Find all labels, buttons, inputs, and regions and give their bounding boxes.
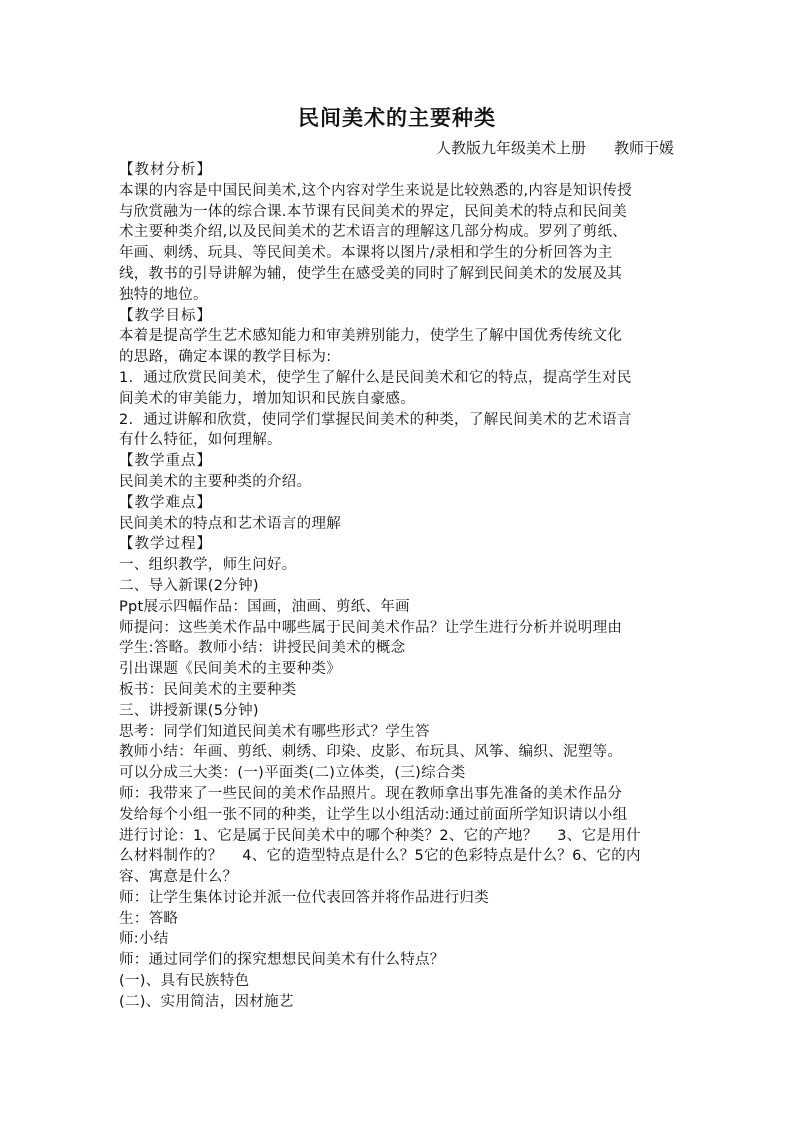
- section-heading: 【教学难点】: [119, 494, 212, 511]
- body-text-line: 发给每个小组一张不同的种类，让学生以小组活动:通过前面所学知识请以小组: [119, 806, 628, 823]
- body-text-line: 有什么特征，如何理解。: [119, 432, 282, 449]
- body-text-line: 一、组织教学，师生问好。: [119, 557, 297, 574]
- body-text-line: (一)、具有民族特色: [119, 973, 250, 990]
- body-text-line: 生：答略: [119, 910, 179, 927]
- body-text-line: (二)、实用简洁，因材施艺: [119, 993, 294, 1010]
- body-text-line: 引出课题《民间美术的主要种类》: [119, 661, 341, 678]
- body-text-line: 进行讨论：1、它是属于民间美术中的哪个种类？2、它的产地？ 3、它是用什: [119, 827, 641, 844]
- body-text-line: 间美术的审美能力，增加知识和民族自豪感。: [119, 390, 415, 407]
- document-subtitle: [436, 138, 674, 158]
- body-text-line: 民间美术的特点和艺术语言的理解: [119, 515, 341, 532]
- body-text-line: 术主要种类介绍,以及民间美术的艺术语言的理解这几部分构成。罗列了剪纸、: [119, 224, 628, 241]
- body-text-line: 师提问：这些美术作品中哪些属于民间美术作品？让学生进行分析并说明理由: [119, 619, 623, 636]
- body-text-line: 1. 通过欣赏民间美术，使学生了解什么是民间美术和它的特点，提高学生对民: [119, 369, 632, 386]
- body-text-line: 师：通过同学们的探究想想民间美术有什么特点？: [119, 952, 445, 969]
- body-text-line: 师：让学生集体讨论并派一位代表回答并将作品进行归类: [119, 889, 489, 906]
- body-text-line: 思考：同学们知道民间美术有哪些形式？学生答: [119, 723, 430, 740]
- body-text-line: 三、讲授新课(5分钟): [119, 702, 259, 719]
- body-text-line: 板书：民间美术的主要种类: [119, 681, 297, 698]
- body-text-line: Ppt展示四幅作品：国画，油画、剪纸、年画: [119, 598, 410, 615]
- body-text-line: 线，教书的引导讲解为辅，使学生在感受美的同时了解到民间美术的发展及其: [119, 265, 623, 282]
- document-title: 民间美术的主要种类: [298, 105, 496, 130]
- body-text-line: 2. 通过讲解和欣赏，使同学们掌握民间美术的种类，了解民间美术的艺术语言: [119, 411, 632, 428]
- body-text-line: 学生:答略。教师小结：讲授民间美术的概念: [119, 640, 406, 657]
- section-heading: 【教学目标】: [119, 307, 212, 324]
- body-text-line: 与欣赏融为一体的综合课.本节课有民间美术的界定，民间美术的特点和民间美: [119, 203, 628, 220]
- body-text-line: 师:小结: [119, 931, 169, 948]
- teacher-label: 教师于媛: [613, 139, 674, 157]
- body-text-line: 教师小结：年画、剪纸、刺绣、印染、皮影、布玩具、风筝、编织、泥塑等。: [119, 744, 623, 761]
- body-text-line: 二、导入新课(2分钟): [119, 577, 259, 594]
- section-heading: 【教学重点】: [119, 453, 212, 470]
- body-text-line: 独特的地位。: [119, 286, 208, 303]
- body-text-line: 的思路，确定本课的教学目标为:: [119, 349, 332, 366]
- section-heading: 【教材分析】: [119, 162, 212, 178]
- edition-label: 人教版九年级美术上册: [435, 139, 586, 157]
- body-text-line: 民间美术的主要种类的介绍。: [119, 473, 312, 490]
- body-text-line: 可以分成三大类：(一)平面类(二)立体类，(三)综合类: [119, 765, 466, 782]
- section-heading: 【教学过程】: [119, 536, 212, 553]
- body-text-line: 么材料制作的？ 4、它的造型特点是什么？5它的色彩特点是什么？6、它的内: [119, 848, 641, 865]
- body-text-line: 年画、刺绣、玩具、等民间美术。本课将以图片/录相和学生的分析回答为主: [119, 245, 613, 262]
- body-text-line: 本课的内容是中国民间美术,这个内容对学生来说是比较熟悉的,内容是知识传授: [119, 182, 633, 199]
- document-body: [119, 160, 677, 1013]
- body-text-line: 容、寓意是什么？: [119, 869, 238, 886]
- body-text-line: 本着是提高学生艺术感知能力和审美辨别能力，使学生了解中国优秀传统文化: [119, 328, 623, 345]
- body-text-line: 师：我带来了一些民间的美术作品照片。现在教师拿出事先准备的美术作品分: [119, 785, 623, 802]
